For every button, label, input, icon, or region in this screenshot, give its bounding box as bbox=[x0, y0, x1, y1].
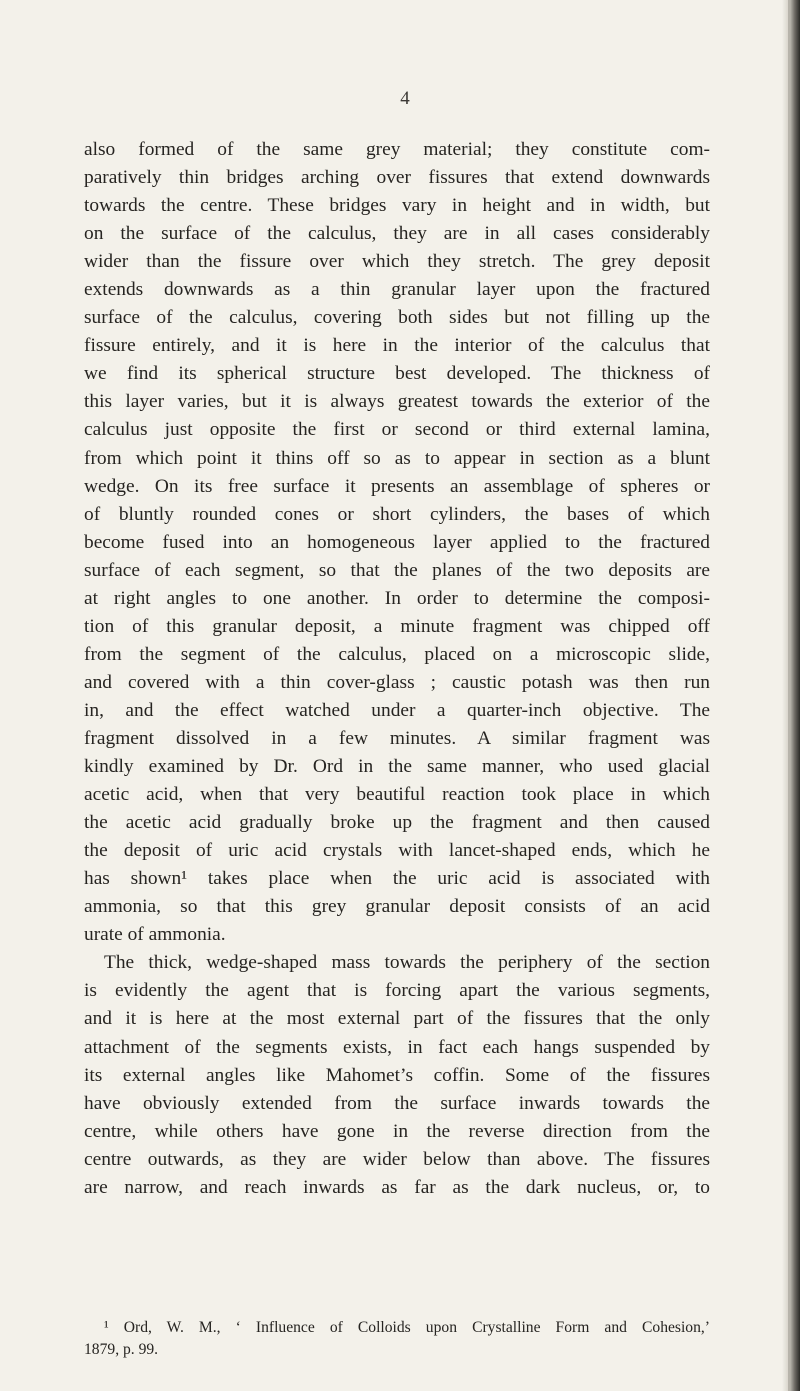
text-line: become fused into an homogeneous layer applied to the fractured bbox=[84, 531, 710, 553]
text-line: urate of ammonia. bbox=[84, 924, 226, 946]
text-line: also formed of the same grey material; they constitute com- bbox=[84, 139, 710, 160]
text-line: the acetic acid gradually broke up the fragment and then caused bbox=[84, 812, 710, 834]
text-line: centre outwards, as they are wider below than above. The fissures bbox=[84, 1148, 710, 1170]
text-line: from the segment of the calculus, placed on a microscopic slide, bbox=[84, 643, 710, 665]
text-line: and it is here at the most external part of the fissures that the only bbox=[84, 1008, 710, 1030]
text-line: acetic acid, when that very beautiful reaction took place in which bbox=[84, 784, 710, 806]
text-line: and covered with a thin cover-glass ; caustic potash was then run bbox=[84, 671, 710, 693]
text-line: this layer varies, but it is always greatest towards the exterior of the bbox=[84, 391, 710, 413]
text-line: paratively thin bridges arching over fissures that extend downwards bbox=[84, 167, 710, 189]
page-number: 4 bbox=[400, 88, 410, 109]
text-line: fissure entirely, and it is here in the interior of the calculus that bbox=[84, 335, 710, 357]
text-line: towards the centre. These bridges vary in height and in width, but bbox=[84, 195, 710, 217]
text-line: is evidently the agent that is forcing apart the various segments, bbox=[84, 980, 710, 1002]
text-line: in, and the effect watched under a quarter-inch objective. The bbox=[84, 699, 710, 721]
text-line: ammonia, so that this grey granular deposit consists of an acid bbox=[84, 896, 710, 918]
page-binding-edge bbox=[782, 0, 800, 1391]
text-line: centre, while others have gone in the reverse direction from the bbox=[84, 1120, 710, 1142]
text-line: wedge. On its free surface it presents an assemblage of spheres or bbox=[84, 475, 710, 497]
text-line: at right angles to one another. In order to determine the composi- bbox=[84, 587, 710, 609]
body-text bbox=[84, 136, 710, 1202]
text-line: have obviously extended from the surface inwards towards the bbox=[84, 1092, 710, 1114]
text-line: kindly examined by Dr. Ord in the same manner, who used glacial bbox=[84, 756, 710, 778]
text-line: calculus just opposite the first or second or third external lamina, bbox=[84, 419, 710, 441]
text-line: fragment dissolved in a few minutes. A similar fragment was bbox=[84, 727, 710, 749]
text-line: of bluntly rounded cones or short cylinders, the bases of which bbox=[84, 503, 710, 525]
footnotes bbox=[84, 1317, 710, 1361]
text-line: has shown¹ takes place when the uric acid is associated with bbox=[84, 868, 710, 890]
footnote-line: 1879, p. 99. bbox=[84, 1341, 159, 1358]
text-line: surface of each segment, so that the planes of the two deposits are bbox=[84, 559, 710, 581]
text-line: wider than the fissure over which they stretch. The grey deposit bbox=[84, 251, 710, 273]
text-line: The thick, wedge-shaped mass towards the periphery of the section bbox=[104, 952, 710, 974]
footnote-line: ¹ Ord, W. M., ‘ Influence of Colloids upon Crystalline Form and Cohesion,’ bbox=[104, 1319, 710, 1336]
text-line: extends downwards as a thin granular layer upon the fractured bbox=[84, 279, 710, 301]
text-line: from which point it thins off so as to appear in section as a blunt bbox=[84, 447, 710, 469]
text-line: on the surface of the calculus, they are in all cases considerably bbox=[84, 223, 710, 245]
page-binding-line bbox=[788, 0, 790, 1391]
text-line: attachment of the segments exists, in fact each hangs suspended by bbox=[84, 1036, 710, 1058]
text-line: the deposit of uric acid crystals with lancet-shaped ends, which he bbox=[84, 840, 710, 862]
text-line: we find its spherical structure best developed. The thickness of bbox=[84, 363, 710, 385]
text-line: its external angles like Mahomet’s coffin. Some of the fissures bbox=[84, 1064, 710, 1086]
text-line: surface of the calculus, covering both sides but not filling up the bbox=[84, 307, 710, 329]
text-line: tion of this granular deposit, a minute fragment was chipped off bbox=[84, 615, 710, 637]
text-line: are narrow, and reach inwards as far as the dark nucleus, or, to bbox=[84, 1176, 710, 1198]
